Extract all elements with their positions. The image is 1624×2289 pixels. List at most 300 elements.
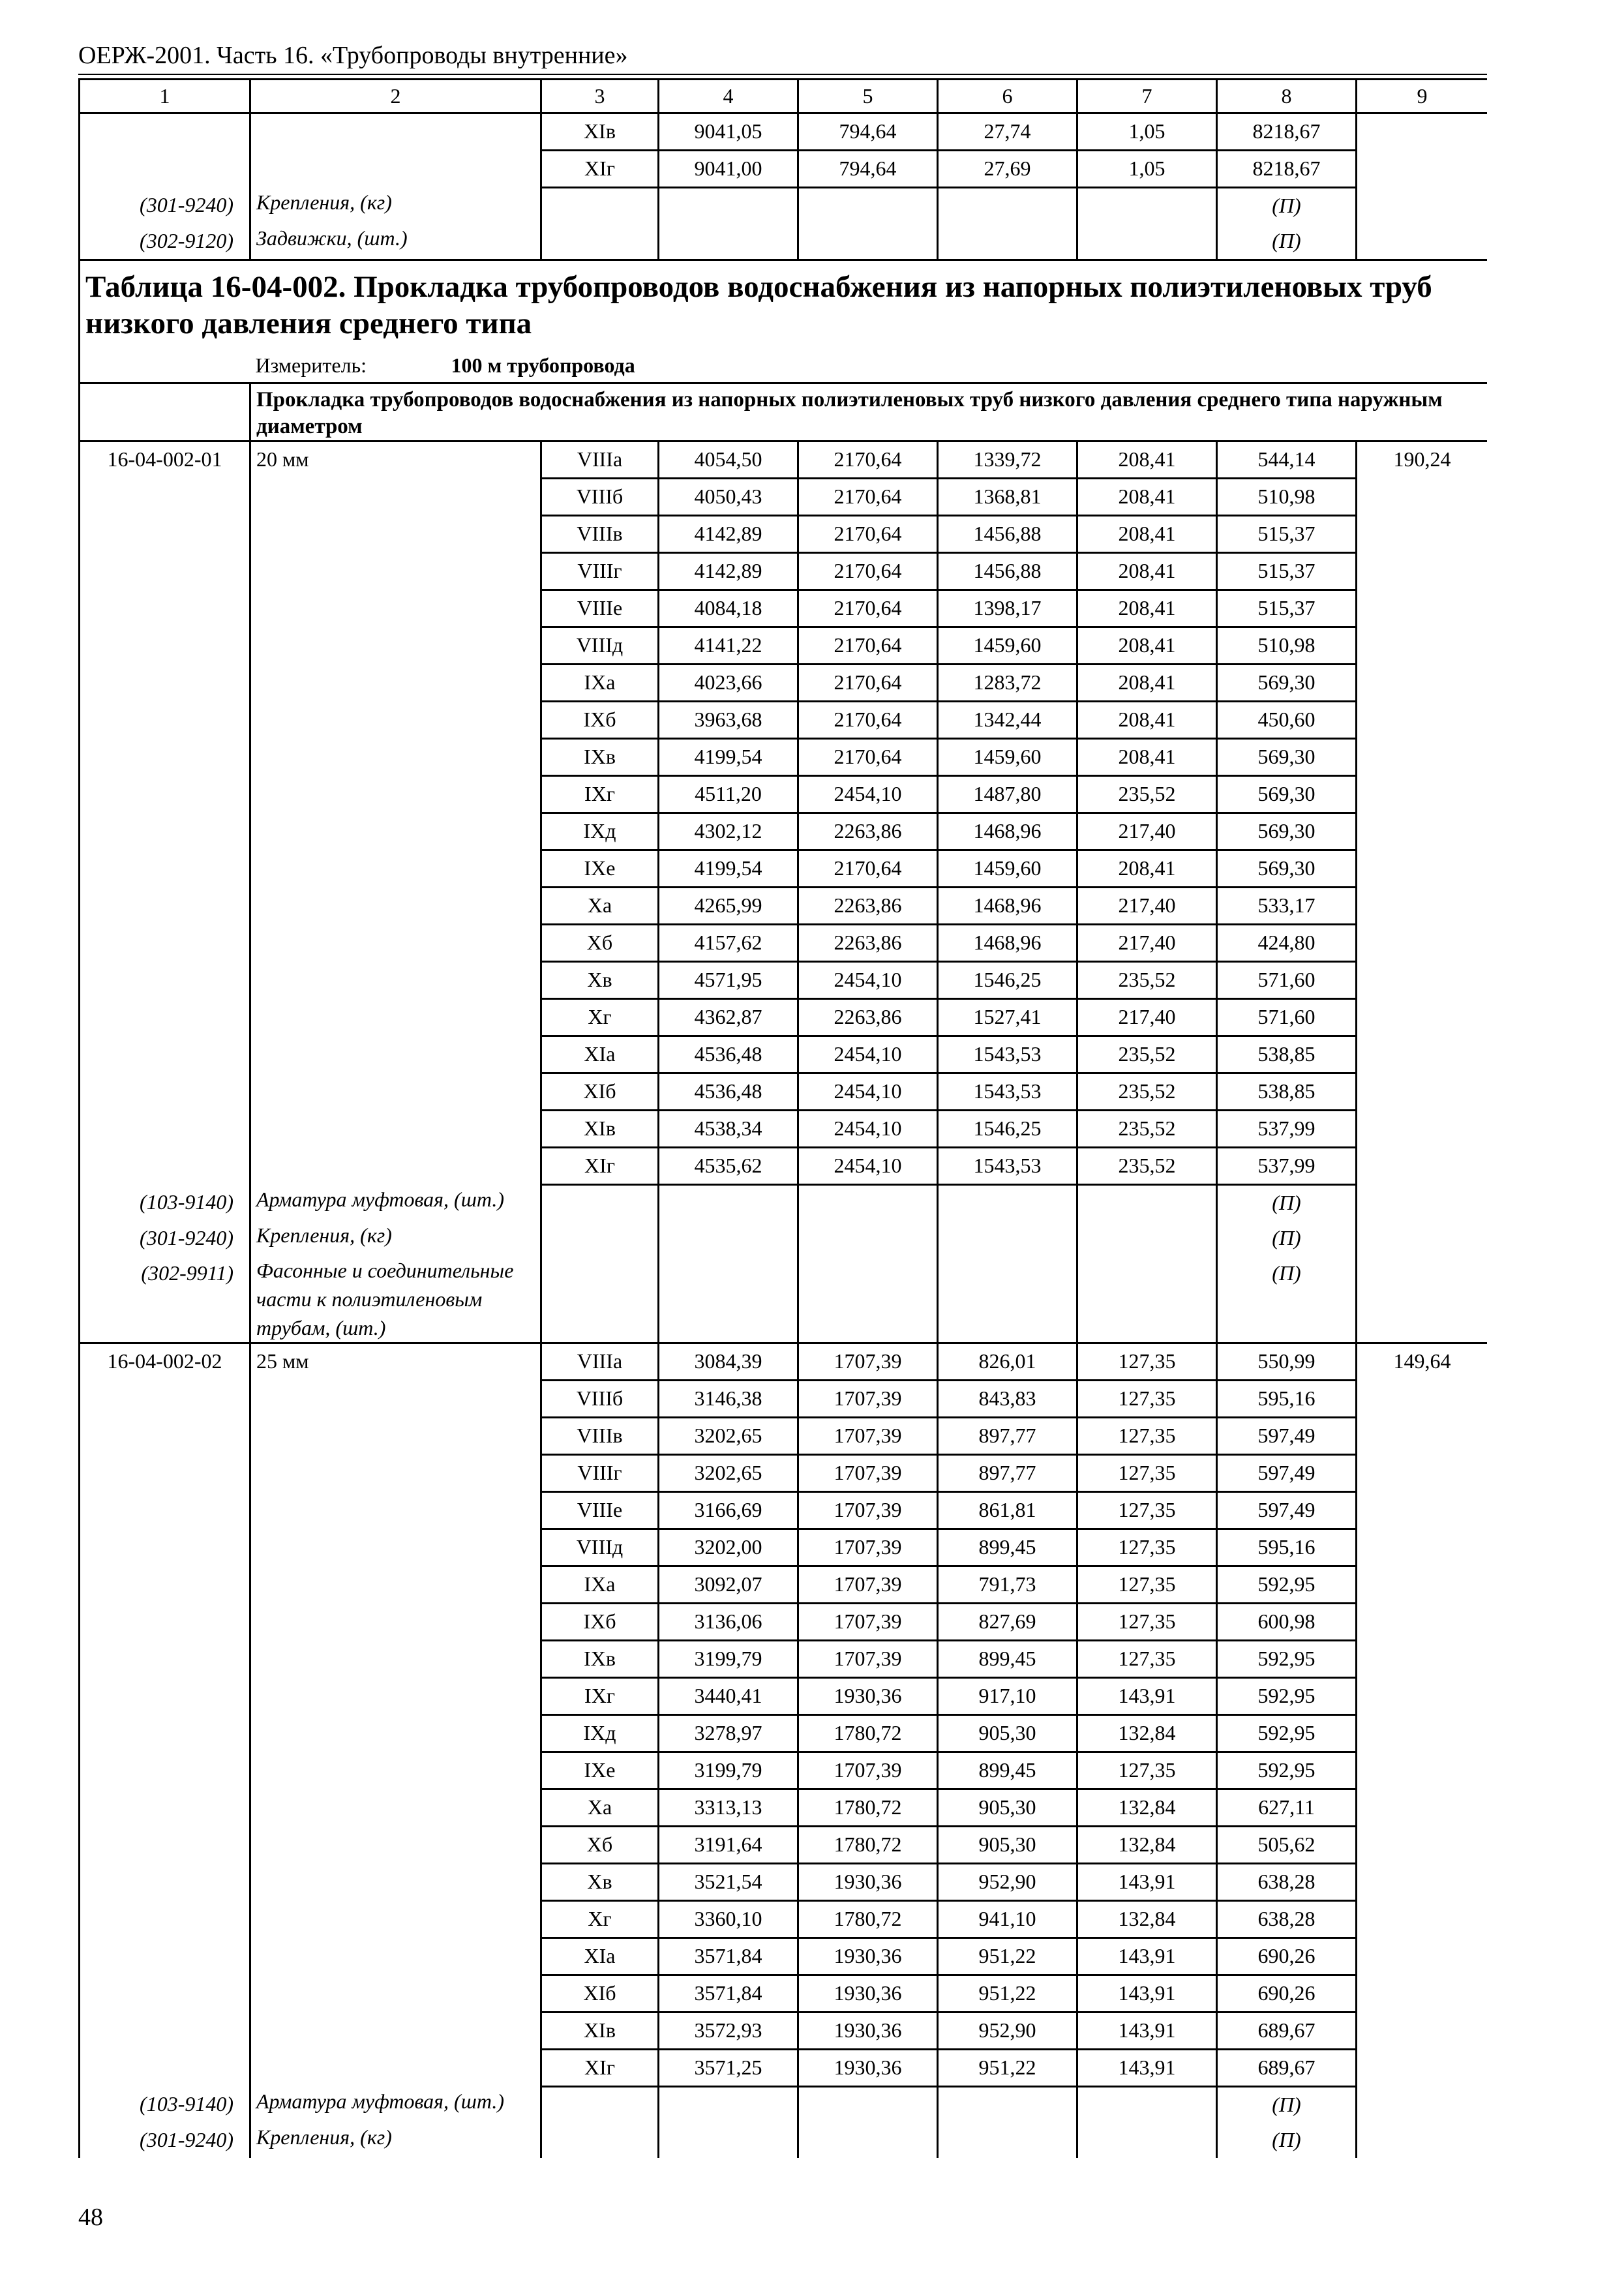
machines-cell: 861,81 [938, 1492, 1077, 1529]
table-row [80, 479, 1488, 516]
empty-cell [250, 850, 541, 888]
empty-cell [250, 1148, 541, 1185]
materials-cell: 533,17 [1217, 888, 1357, 925]
zone-cell: Xб [541, 925, 659, 962]
table-row [80, 113, 1488, 151]
machines-cell: 899,45 [938, 1641, 1077, 1678]
wages-cell: 1930,36 [798, 1864, 938, 1901]
column-number: 4 [659, 80, 798, 113]
empty-cell [1077, 188, 1217, 224]
machinist-wages-cell: 1,05 [1077, 151, 1217, 188]
empty-cell [1357, 776, 1488, 813]
empty-cell [250, 925, 541, 962]
column-number: 6 [938, 80, 1077, 113]
table-row [80, 1148, 1488, 1185]
zone-cell: VIIIе [541, 1492, 659, 1529]
machinist-wages-cell: 217,40 [1077, 999, 1217, 1036]
empty-cell [1357, 850, 1488, 888]
total-cost-cell: 3199,79 [659, 1752, 798, 1789]
column-number-row [80, 80, 1488, 113]
zone-cell: IXе [541, 850, 659, 888]
wages-cell: 794,64 [798, 151, 938, 188]
material-mark: (П) [1217, 224, 1357, 260]
material-row [80, 188, 1488, 224]
machinist-wages-cell: 143,91 [1077, 1864, 1217, 1901]
empty-cell [80, 850, 250, 888]
materials-cell: 505,62 [1217, 1827, 1357, 1864]
empty-cell [80, 739, 250, 776]
empty-cell [541, 1185, 659, 1221]
machinist-wages-cell: 235,52 [1077, 962, 1217, 999]
material-mark: (П) [1217, 188, 1357, 224]
machinist-wages-cell: 127,35 [1077, 1752, 1217, 1789]
empty-cell [250, 627, 541, 665]
total-cost-cell: 4571,95 [659, 962, 798, 999]
wages-cell: 1930,36 [798, 2012, 938, 2050]
total-cost-cell: 3313,13 [659, 1789, 798, 1827]
empty-cell [1357, 1715, 1488, 1752]
page-number: 48 [78, 2204, 103, 2231]
empty-cell [1357, 1827, 1488, 1864]
zone-cell: Xв [541, 962, 659, 999]
wages-cell: 2454,10 [798, 962, 938, 999]
empty-cell [250, 1604, 541, 1641]
materials-cell: 550,99 [1217, 1343, 1357, 1381]
total-cost-cell: 3191,64 [659, 1827, 798, 1864]
empty-cell [1357, 2123, 1488, 2158]
material-name: Арматура муфтовая, (шт.) [250, 1185, 541, 1221]
machines-cell: 952,90 [938, 1864, 1077, 1901]
total-cost-cell: 3092,07 [659, 1566, 798, 1604]
zone-cell: IXг [541, 1678, 659, 1715]
wages-cell: 2454,10 [798, 1148, 938, 1185]
empty-cell [80, 2050, 250, 2087]
empty-cell [659, 2087, 798, 2123]
total-cost-cell: 3199,79 [659, 1641, 798, 1678]
empty-cell [250, 590, 541, 627]
empty-cell [80, 1827, 250, 1864]
total-cost-cell: 4265,99 [659, 888, 798, 925]
material-row [80, 2123, 1488, 2158]
material-name: Крепления, (кг) [250, 1221, 541, 1256]
wages-cell: 1707,39 [798, 1381, 938, 1418]
table-row [80, 1752, 1488, 1789]
empty-cell [250, 888, 541, 925]
empty-cell [1357, 1381, 1488, 1418]
machinist-wages-cell: 127,35 [1077, 1641, 1217, 1678]
empty-cell [80, 1111, 250, 1148]
material-mark: (П) [1217, 2123, 1357, 2158]
empty-cell [80, 590, 250, 627]
machinist-wages-cell: 127,35 [1077, 1418, 1217, 1455]
empty-cell [1357, 1221, 1488, 1256]
empty-cell [659, 188, 798, 224]
total-cost-cell: 3202,00 [659, 1529, 798, 1566]
machinist-wages-cell: 127,35 [1077, 1604, 1217, 1641]
machinist-wages-cell: 132,84 [1077, 1901, 1217, 1938]
zone-cell: VIIIб [541, 1381, 659, 1418]
wages-cell: 2170,64 [798, 590, 938, 627]
material-mark: (П) [1217, 2087, 1357, 2123]
wages-cell: 2454,10 [798, 1036, 938, 1073]
total-cost-cell: 4302,12 [659, 813, 798, 850]
empty-cell [250, 113, 541, 151]
wages-cell: 1707,39 [798, 1492, 938, 1529]
materials-cell: 515,37 [1217, 553, 1357, 590]
wages-cell: 2170,64 [798, 850, 938, 888]
empty-cell [80, 1492, 250, 1529]
total-cost-cell: 3360,10 [659, 1901, 798, 1938]
empty-cell [80, 1455, 250, 1492]
empty-cell [250, 1492, 541, 1529]
empty-cell [250, 1975, 541, 2012]
materials-cell: 597,49 [1217, 1455, 1357, 1492]
machinist-wages-cell: 127,35 [1077, 1381, 1217, 1418]
machines-cell: 899,45 [938, 1529, 1077, 1566]
total-cost-cell: 4142,89 [659, 553, 798, 590]
table-row [80, 962, 1488, 999]
total-cost-cell: 4141,22 [659, 627, 798, 665]
wages-cell: 1707,39 [798, 1641, 938, 1678]
machines-cell: 1456,88 [938, 516, 1077, 553]
empty-cell [659, 1221, 798, 1256]
zone-cell: IXг [541, 776, 659, 813]
total-cost-cell: 3202,65 [659, 1455, 798, 1492]
empty-cell [250, 1752, 541, 1789]
materials-cell: 569,30 [1217, 665, 1357, 702]
empty-cell [1357, 1864, 1488, 1901]
empty-cell [1357, 1148, 1488, 1185]
material-code: (103-9140) [80, 1185, 250, 1221]
machines-cell: 826,01 [938, 1343, 1077, 1381]
empty-cell [80, 1678, 250, 1715]
section-description: Прокладка трубопроводов водоснабжения из напорных полиэтиленовых труб низкого давления среднего типа наружным диаметром [250, 383, 1488, 441]
table-row [80, 1036, 1488, 1073]
empty-cell [1357, 151, 1488, 188]
table-row [80, 1678, 1488, 1715]
empty-cell [250, 1566, 541, 1604]
wages-cell: 2263,86 [798, 925, 938, 962]
machinist-wages-cell: 132,84 [1077, 1715, 1217, 1752]
total-cost-cell: 3084,39 [659, 1343, 798, 1381]
total-cost-cell: 4511,20 [659, 776, 798, 813]
empty-cell [1357, 2012, 1488, 2050]
machinist-wages-cell: 235,52 [1077, 1073, 1217, 1111]
machinist-wages-cell: 208,41 [1077, 702, 1217, 739]
zone-cell: Xг [541, 999, 659, 1036]
machines-cell: 1546,25 [938, 1111, 1077, 1148]
empty-cell [250, 665, 541, 702]
total-cost-cell: 4199,54 [659, 739, 798, 776]
machines-cell: 952,90 [938, 2012, 1077, 2050]
empty-cell [1077, 224, 1217, 260]
description-row [80, 383, 1488, 441]
empty-cell [798, 1185, 938, 1221]
empty-cell [80, 1864, 250, 1901]
zone-cell: XIа [541, 1036, 659, 1073]
table-row [80, 1938, 1488, 1975]
zone-cell: Xв [541, 1864, 659, 1901]
wages-cell: 1780,72 [798, 1901, 938, 1938]
machinist-wages-cell: 217,40 [1077, 813, 1217, 850]
empty-cell [938, 2123, 1077, 2158]
total-cost-cell: 3572,93 [659, 2012, 798, 2050]
table-row [80, 1343, 1488, 1381]
empty-cell [1357, 1111, 1488, 1148]
materials-cell: 627,11 [1217, 1789, 1357, 1827]
zone-cell: VIIIа [541, 1343, 659, 1381]
empty-cell [80, 1148, 250, 1185]
table-body [80, 80, 1488, 2159]
table-row [80, 1073, 1488, 1111]
empty-cell [1357, 590, 1488, 627]
empty-cell [250, 1901, 541, 1938]
machines-cell: 1546,25 [938, 962, 1077, 999]
table-row [80, 1455, 1488, 1492]
table-row [80, 627, 1488, 665]
table-row [80, 1901, 1488, 1938]
column-number: 5 [798, 80, 938, 113]
estimate-table [78, 78, 1487, 2158]
material-name: Крепления, (кг) [250, 188, 541, 224]
empty-cell [250, 1529, 541, 1566]
column-number: 1 [80, 80, 250, 113]
materials-cell: 638,28 [1217, 1864, 1357, 1901]
empty-cell [659, 1185, 798, 1221]
machinist-wages-cell: 127,35 [1077, 1566, 1217, 1604]
empty-cell [541, 1221, 659, 1256]
empty-cell [250, 813, 541, 850]
empty-cell [250, 1036, 541, 1073]
machinist-wages-cell: 127,35 [1077, 1455, 1217, 1492]
wages-cell: 2170,64 [798, 516, 938, 553]
empty-cell [80, 665, 250, 702]
zone-cell: VIIIа [541, 441, 659, 479]
materials-cell: 592,95 [1217, 1715, 1357, 1752]
rate-code: 16-04-002-02 [80, 1343, 250, 1381]
empty-cell [1357, 1789, 1488, 1827]
total-cost-cell: 3963,68 [659, 702, 798, 739]
column-number: 2 [250, 80, 541, 113]
table-row [80, 1492, 1488, 1529]
empty-cell [80, 1975, 250, 2012]
total-cost-cell: 3166,69 [659, 1492, 798, 1529]
empty-cell [938, 1185, 1077, 1221]
empty-cell [250, 2012, 541, 2050]
empty-cell [80, 1381, 250, 1418]
empty-cell [1357, 2050, 1488, 2087]
empty-cell [250, 1864, 541, 1901]
total-cost-cell: 9041,00 [659, 151, 798, 188]
column-number: 8 [1217, 80, 1357, 113]
materials-cell: 592,95 [1217, 1641, 1357, 1678]
zone-cell: Xб [541, 1827, 659, 1864]
machines-cell: 1339,72 [938, 441, 1077, 479]
materials-cell: 592,95 [1217, 1752, 1357, 1789]
machines-cell: 1456,88 [938, 553, 1077, 590]
material-name: Крепления, (кг) [250, 2123, 541, 2158]
header-rule [78, 74, 1487, 75]
materials-cell: 690,26 [1217, 1938, 1357, 1975]
empty-cell [80, 1036, 250, 1073]
empty-cell [250, 1455, 541, 1492]
zone-cell: XIв [541, 113, 659, 151]
machines-cell: 905,30 [938, 1827, 1077, 1864]
materials-cell: 569,30 [1217, 739, 1357, 776]
table-row [80, 850, 1488, 888]
empty-cell [798, 188, 938, 224]
empty-cell [541, 2123, 659, 2158]
empty-cell [1357, 888, 1488, 925]
total-cost-cell: 3571,84 [659, 1938, 798, 1975]
empty-cell [250, 1641, 541, 1678]
empty-cell [250, 1418, 541, 1455]
machinist-wages-cell: 143,91 [1077, 2050, 1217, 2087]
table-row [80, 2012, 1488, 2050]
wages-cell: 2263,86 [798, 813, 938, 850]
empty-cell [1357, 516, 1488, 553]
machines-cell: 1459,60 [938, 627, 1077, 665]
machinist-wages-cell: 143,91 [1077, 1938, 1217, 1975]
empty-cell [80, 553, 250, 590]
machines-cell: 1468,96 [938, 925, 1077, 962]
wages-cell: 1930,36 [798, 1678, 938, 1715]
materials-cell: 571,60 [1217, 962, 1357, 999]
empty-cell [250, 1938, 541, 1975]
wages-cell: 2170,64 [798, 441, 938, 479]
material-code: (301-9240) [80, 2123, 250, 2158]
empty-cell [250, 739, 541, 776]
empty-cell [1357, 1455, 1488, 1492]
machinist-wages-cell: 143,91 [1077, 1678, 1217, 1715]
empty-cell [1357, 479, 1488, 516]
empty-cell [1357, 1641, 1488, 1678]
empty-cell [80, 1604, 250, 1641]
zone-cell: XIв [541, 2012, 659, 2050]
materials-cell: 544,14 [1217, 441, 1357, 479]
table-row [80, 441, 1488, 479]
materials-cell: 597,49 [1217, 1492, 1357, 1529]
materials-cell: 595,16 [1217, 1381, 1357, 1418]
empty-cell [80, 1641, 250, 1678]
wages-cell: 2170,64 [798, 739, 938, 776]
machines-cell: 791,73 [938, 1566, 1077, 1604]
zone-cell: XIб [541, 1975, 659, 2012]
empty-cell [798, 2123, 938, 2158]
wages-cell: 2263,86 [798, 888, 938, 925]
machines-cell: 905,30 [938, 1715, 1077, 1752]
materials-cell: 689,67 [1217, 2050, 1357, 2087]
machines-cell: 1283,72 [938, 665, 1077, 702]
material-code: (302-9911) [80, 1256, 250, 1343]
total-cost-cell: 3521,54 [659, 1864, 798, 1901]
table-row [80, 553, 1488, 590]
empty-cell [541, 1256, 659, 1343]
materials-cell: 569,30 [1217, 776, 1357, 813]
empty-cell [1357, 188, 1488, 224]
table-row [80, 888, 1488, 925]
machines-cell: 941,10 [938, 1901, 1077, 1938]
total-cost-cell: 3278,97 [659, 1715, 798, 1752]
zone-cell: IXа [541, 665, 659, 702]
total-cost-cell: 4538,34 [659, 1111, 798, 1148]
measure-cell [250, 348, 1488, 383]
materials-cell: 600,98 [1217, 1604, 1357, 1641]
materials-cell: 510,98 [1217, 479, 1357, 516]
column-number: 3 [541, 80, 659, 113]
table-row [80, 1111, 1488, 1148]
table-row [80, 1381, 1488, 1418]
wages-cell: 1707,39 [798, 1418, 938, 1455]
empty-cell [250, 1678, 541, 1715]
machines-cell: 1527,41 [938, 999, 1077, 1036]
wages-cell: 2454,10 [798, 1111, 938, 1148]
machinist-wages-cell: 235,52 [1077, 1148, 1217, 1185]
zone-cell: Xа [541, 1789, 659, 1827]
table-wrapper [78, 78, 1487, 2161]
empty-cell [250, 1715, 541, 1752]
table-row [80, 1641, 1488, 1678]
wages-cell: 1780,72 [798, 1789, 938, 1827]
empty-cell [1357, 1418, 1488, 1455]
materials-cell: 690,26 [1217, 1975, 1357, 2012]
empty-cell [1357, 1073, 1488, 1111]
machines-cell: 1468,96 [938, 813, 1077, 850]
table-row [80, 776, 1488, 813]
wages-cell: 1707,39 [798, 1752, 938, 1789]
machinist-wages-cell: 127,35 [1077, 1343, 1217, 1381]
machinist-wages-cell: 217,40 [1077, 888, 1217, 925]
empty-cell [798, 1256, 938, 1343]
total-cost-cell: 4084,18 [659, 590, 798, 627]
machinist-wages-cell: 235,52 [1077, 776, 1217, 813]
empty-cell [938, 1256, 1077, 1343]
wages-cell: 794,64 [798, 113, 938, 151]
empty-cell [1357, 627, 1488, 665]
empty-cell [80, 776, 250, 813]
empty-cell [80, 925, 250, 962]
zone-cell: IXд [541, 1715, 659, 1752]
empty-cell [541, 2087, 659, 2123]
empty-cell [80, 962, 250, 999]
machinist-wages-cell: 143,91 [1077, 1975, 1217, 2012]
empty-cell [80, 479, 250, 516]
zone-cell: Xа [541, 888, 659, 925]
empty-cell [80, 1938, 250, 1975]
zone-cell: IXе [541, 1752, 659, 1789]
empty-cell [1077, 2087, 1217, 2123]
wages-cell: 2170,64 [798, 479, 938, 516]
empty-cell [250, 2050, 541, 2087]
empty-cell [250, 479, 541, 516]
zone-cell: IXв [541, 739, 659, 776]
wages-cell: 1707,39 [798, 1529, 938, 1566]
materials-cell: 424,80 [1217, 925, 1357, 962]
total-cost-cell: 3571,25 [659, 2050, 798, 2087]
materials-cell: 537,99 [1217, 1111, 1357, 1148]
table-row [80, 1715, 1488, 1752]
materials-cell: 597,49 [1217, 1418, 1357, 1455]
empty-cell [80, 1418, 250, 1455]
total-cost-cell: 4536,48 [659, 1036, 798, 1073]
table-row [80, 151, 1488, 188]
materials-cell: 537,99 [1217, 1148, 1357, 1185]
materials-cell: 450,60 [1217, 702, 1357, 739]
machinist-wages-cell: 132,84 [1077, 1789, 1217, 1827]
wages-cell: 2263,86 [798, 999, 938, 1036]
machines-cell: 1398,17 [938, 590, 1077, 627]
materials-cell: 510,98 [1217, 627, 1357, 665]
